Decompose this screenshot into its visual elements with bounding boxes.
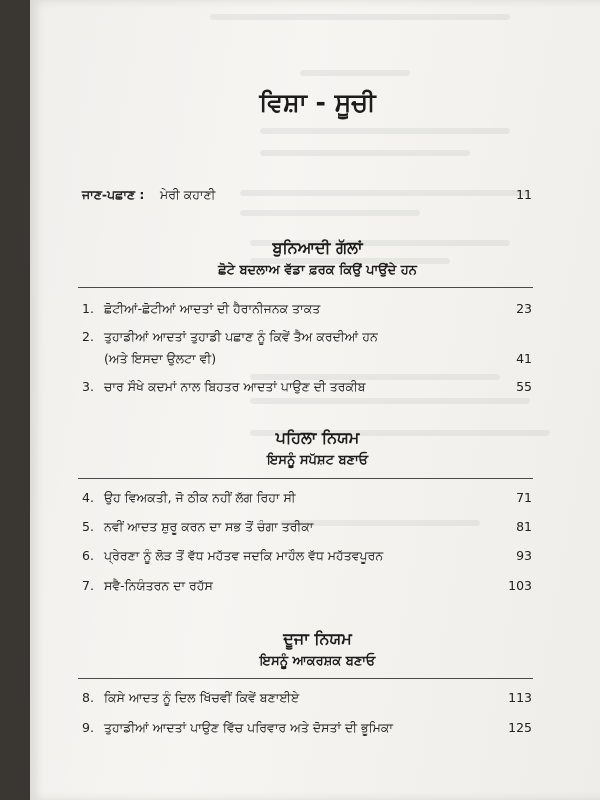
- section2-heading: ਪਹਿਲਾ ਨਿਯਮ: [275, 428, 360, 447]
- section1-subheading: ਛੋਟੇ ਬਦਲਾਅ ਵੱਡਾ ਫ਼ਰਕ ਕਿਉਂ ਪਾਉਂਦੇ ਹਨ: [218, 263, 417, 278]
- book-page: ਵਿਸ਼ਾ - ਸੂਚੀ ਜਾਣ-ਪਛਾਣ : ਮੇਰੀ ਕਹਾਣੀ 11 ਬੁਨਿਆਦੀ ਗੱਲਾਂ ਛੋਟੇ ਬਦਲਾਅ ਵੱਡਾ ਫ਼ਰਕ ਕਿਉਂ ਪਾਉਂਦੇ ਹਨ 1. ਛੋਟੀਆਂ-ਛੋਟੀਆਂ ਆਦਤਾਂ ਦੀ ਹੈਰਾਨੀਜਨਕ ਤਾਕਤ 23 2. ਤੁਹਾਡੀਆਂ ਆਦਤਾਂ ਤੁਹਾਡੀ ਪਛਾਣ ਨੂੰ ਕਿਵੇਂ ਤੈਅ ਕਰਦੀਆਂ ਹਨ (ਅਤੇ ਇਸਦਾ ਉਲਟਾ ਵੀ) 41 3. ਚਾਰ ਸੌਖੇ ਕਦਮਾਂ ਨਾਲ ਬਿਹਤਰ ਆਦਤਾਂ ਪਾਉਣ ਦੀ ਤਰਕੀਬ 55 ਪਹਿਲਾ ਨਿਯਮ ਇਸਨੂੰ ਸਪੱਸ਼ਟ ਬਣਾਓ 4. ਉਹ ਵਿਅਕਤੀ, ਜੋ ਠੀਕ ਨਹੀਂ ਲੱਗ ਰਿਹਾ ਸੀ 71 5. ਨਵੀਂ ਆਦਤ ਸ਼ੁਰੂ ਕਰਨ ਦਾ ਸਭ ਤੋਂ ਚੰਗਾ ਤਰੀਕਾ 81 6. ਪ੍ਰੇਰਣਾ ਨੂੰ ਲੋੜ ਤੋਂ ਵੱਧ ਮਹੱਤਵ ਜਦਕਿ ਮਾਹੌਲ ਵੱਧ ਮਹੱਤਵਪੂਰਨ 93 7. ਸਵੈ-ਨਿਯੰਤਰਨ ਦਾ ਰਹੱਸ 103 ਦੂਜਾ ਨਿਯਮ ਇਸਨੂੰ ਆਕਰਸ਼ਕ ਬਣਾਓ 8. ਕਿਸੇ ਆਦਤ ਨੂੰ ਦਿਲ ਖਿੱਚਵੀਂ ਕਿਵੇਂ ਬਣਾਈਏ 113 9. ਤੁਹਾਡੀਆਂ ਆਦਤਾਂ ਪਾਉਣ ਵਿੱਚ ਪਰਿਵਾਰ ਅਤੇ ਦੋਸਤਾਂ ਦੀ ਭੂਮਿਕਾ 125: [30, 0, 600, 800]
- section2-rule: [78, 478, 533, 479]
- intro-text: ਮੇਰੀ ਕਹਾਣੀ: [160, 187, 216, 202]
- section1-rule: [78, 287, 533, 288]
- section3-subheading: ਇਸਨੂੰ ਆਕਰਸ਼ਕ ਬਣਾਓ: [259, 654, 376, 669]
- section3-heading: ਦੂਜਾ ਨਿਯਮ: [283, 629, 352, 648]
- section3-rule: [78, 678, 533, 679]
- section1-heading: ਬੁਨਿਆਦੀ ਗੱਲਾਂ: [272, 238, 363, 257]
- intro-page: 11: [516, 187, 532, 202]
- bleed-through-text: [180, 0, 600, 560]
- section2-subheading: ਇਸਨੂੰ ਸਪੱਸ਼ਟ ਬਣਾਓ: [266, 453, 369, 468]
- toc-title: ਵਿਸ਼ਾ - ਸੂਚੀ: [259, 88, 376, 117]
- intro-label: ਜਾਣ-ਪਛਾਣ :: [82, 187, 145, 202]
